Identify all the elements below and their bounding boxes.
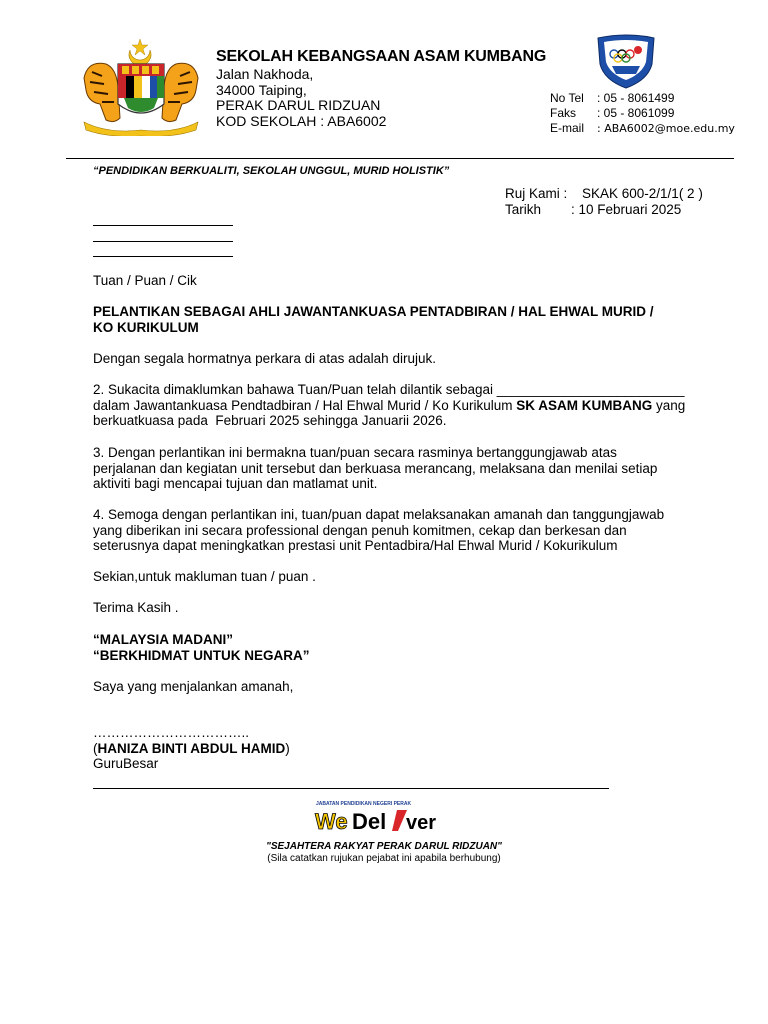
paragraph-2-line: berkuatkuasa pada Februari 2025 sehingga Januarii 2026.	[93, 413, 447, 428]
ruj-label: Ruj Kami :	[505, 186, 568, 201]
logo-small-text: JABATAN PENDIDIKAN NEGERI PERAK	[316, 801, 412, 807]
recipient-line	[93, 256, 233, 257]
paragraph-3: 3. Dengan perlantikan ini bermakna tuan/puan secara rasminya bertanggungjawab atas perjalanan dan kegiatan unit tersebut dan berkuasa merancang, melaksana dan menilai setiap aktiviti bagi mencapai tujuan dan matlamat unit.	[93, 445, 658, 491]
signer-title: GuruBesar	[93, 756, 159, 771]
logo-we: We	[315, 809, 348, 834]
school-short-name: SK ASAM KUMBANG	[516, 397, 653, 413]
slogan-line: “MALAYSIA MADANI”	[93, 632, 234, 647]
footer-divider	[93, 788, 609, 789]
opening-paragraph: Dengan segala hormatnya perkara di atas adalah dirujuk.	[93, 351, 436, 366]
amanah-line: Saya yang menjalankan amanah,	[93, 679, 294, 694]
school-crest-icon	[594, 34, 658, 90]
paren-close: )	[285, 740, 290, 756]
footer-slogan: "SEJAHTERA RAKYAT PERAK DARUL RIDZUAN"	[266, 841, 502, 852]
subject	[93, 304, 683, 335]
paragraph-2-line: 2. Sukacita dimaklumkan bahawa Tuan/Puan telah dilantik sebagai _________________________	[93, 382, 685, 397]
address-line: 34000 Taiping,	[216, 81, 307, 98]
school-address	[216, 67, 386, 129]
coat-of-arms-icon	[78, 38, 204, 136]
paren-open: (	[93, 740, 98, 756]
contact-block	[550, 91, 735, 136]
tarikh-value: : 10 Februari 2025	[571, 201, 682, 217]
subject-line: KO KURIKULUM	[93, 319, 199, 335]
paragraph-2-text: dalam Jawantankuasa Pendtadbiran / Hal Ehwal Murid / Ko Kurikulum	[93, 397, 517, 413]
signature-dots: ……………………………..	[93, 725, 250, 740]
subject-line: PELANTIKAN SEBAGAI AHLI JAWANTANKUASA PENTADBIRAN / HAL EHWAL MURID /	[93, 304, 654, 319]
salutation: Tuan / Puan / Cik	[93, 273, 197, 288]
email-label: E-mail	[550, 121, 585, 135]
recipient-line	[93, 241, 233, 242]
recipient-line	[93, 225, 233, 226]
reference-block	[505, 186, 703, 217]
tel-value: : 05 - 8061499	[597, 91, 675, 105]
header-divider	[66, 158, 734, 159]
ruj-value: SKAK 600-2/1/1( 2 )	[582, 186, 703, 201]
we-deliver-logo-icon	[312, 798, 442, 834]
address-line: Jalan Nakhoda,	[216, 66, 314, 82]
slogan-line: “BERKHIDMAT UNTUK NEGARA”	[93, 647, 310, 663]
fax-label: Faks	[550, 106, 577, 120]
slogan	[93, 632, 683, 663]
signer-name: HANIZA BINTI ABDUL HAMID	[97, 740, 286, 756]
closing-sekian: Sekian,untuk makluman tuan / puan .	[93, 569, 316, 584]
fax-value: : 05 - 8061099	[597, 106, 675, 120]
paragraph-2-text: yang	[652, 397, 686, 413]
school-name: SEKOLAH KEBANGSAAN ASAM KUMBANG	[216, 48, 547, 65]
paragraph-4: 4. Semoga dengan perlantikan ini, tuan/puan dapat melaksanakan amanah dan tanggungjawab yang diberikan ini secara professional dengan penuh komitmen, cekap dan berkesan dan seterusnya dapat meningkatkan prestasi unit Pentadbira/Hal Ehwal Murid / Kokurikulum	[93, 507, 665, 553]
signature-block	[93, 725, 683, 772]
school-code: KOD SEKOLAH : ABA6002	[216, 112, 387, 129]
school-motto: “PENDIDIKAN BERKUALITI, SEKOLAH UNGGUL, MURID HOLISTIK”	[93, 165, 450, 177]
tel-label: No Tel	[550, 91, 584, 105]
email-value: : ABA6002@moe.edu.my	[597, 122, 735, 135]
paragraph-2-line	[93, 397, 686, 414]
logo-ver: ver	[406, 812, 437, 834]
footer-note: (Sila catatkan rujukan pejabat ini apabila berhubung)	[267, 853, 501, 864]
logo-del: Del	[352, 809, 387, 834]
closing-terima-kasih: Terima Kasih .	[93, 600, 179, 615]
paragraph-2	[93, 382, 686, 429]
address-line: PERAK DARUL RIDZUAN	[216, 97, 381, 113]
tarikh-label: Tarikh	[505, 201, 542, 217]
